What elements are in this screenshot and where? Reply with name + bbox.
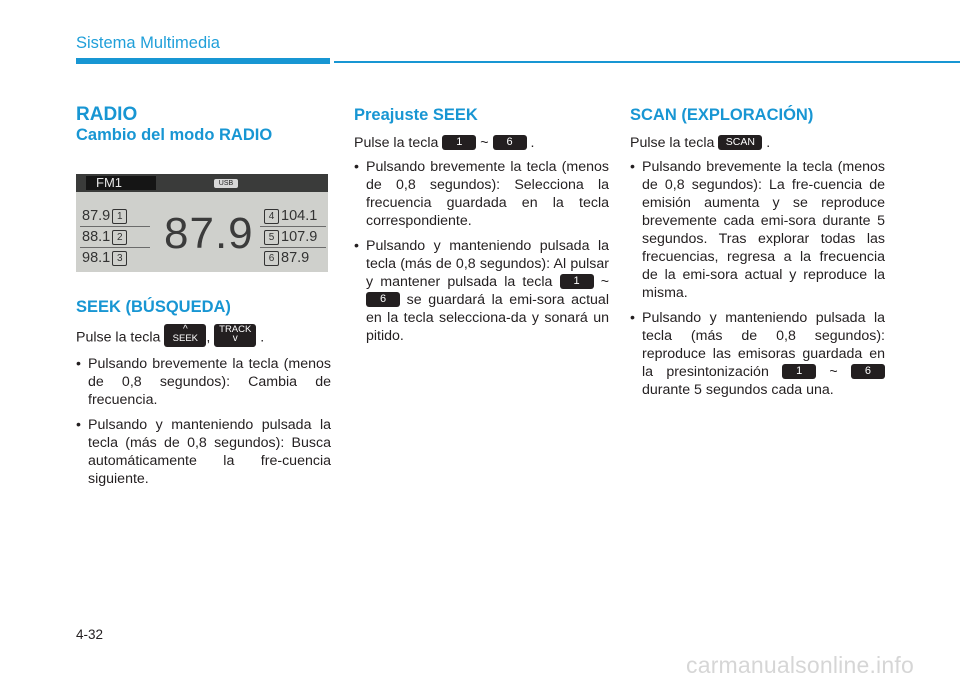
preset-intro: Pulse la tecla 1 ~ 6 . xyxy=(354,135,535,151)
preset-key-6: 6 xyxy=(851,364,885,379)
scan-heading: SCAN (EXPLORACIÓN) xyxy=(630,106,814,124)
preset-key-1: 1 xyxy=(560,274,594,289)
preset-right-4: 4 104.1 xyxy=(262,208,317,224)
list-item: • Pulsando y manteniendo pulsada la tecla (más de 0,8 segundos): Busca automáticamente la fre-cuencia siguiente. xyxy=(76,416,331,488)
scan-bullets xyxy=(630,158,885,399)
header-rule-thin xyxy=(334,61,960,63)
column-preset-seek xyxy=(354,100,609,352)
preset-left-2: 88.1 2 xyxy=(82,229,129,245)
preset-left-3: 98.1 3 xyxy=(82,250,129,266)
seek-key: ^ SEEK xyxy=(164,324,206,347)
band-label: FM1 xyxy=(86,176,156,190)
preset-key-1: 1 xyxy=(782,364,816,379)
page-number: 4-32 xyxy=(76,627,104,642)
header-rule-thick xyxy=(76,58,330,64)
preset-key-6: 6 xyxy=(366,292,400,307)
preset-key-6: 6 xyxy=(493,135,527,150)
radio-mode-subheading: Cambio del modo RADIO xyxy=(76,126,273,144)
radio-display-image xyxy=(76,174,328,272)
list-item: • Pulsando y manteniendo pulsada la tecla (más de 0,8 segundos): Al pulsar y mantener pulsada la tecla 1 ~ 6 se guardará la emi-sora actual en la tecla selecciona-da y sonará un pitido. xyxy=(354,237,609,345)
list-item: • Pulsando brevemente la tecla (menos de 0,8 segundos): Cambia de frecuencia. xyxy=(76,355,331,409)
list-item: • Pulsando y manteniendo pulsada la tecla (más de 0,8 segundos): reproduce las emisoras guardada en la presintonización 1 ~ 6 durante 5 segundos cada una. xyxy=(630,309,885,399)
seek-intro: Pulse la tecla ^ SEEK , TRACK v . xyxy=(76,324,265,346)
watermark: carmanualsonline.info xyxy=(686,652,914,678)
list-item: • Pulsando brevemente la tecla (menos de 0,8 segundos): La fre-cuencia de emisión aumenta y se reproduce brevemente cada emi-sora durante 5 segundos. Tras explorar todas las frecuencias, regresa a la frecuencia de la emi-sora actual y reproduce la misma. xyxy=(630,158,885,302)
seek-heading: SEEK (BÚSQUEDA) xyxy=(76,298,231,316)
main-frequency: 87.9 xyxy=(164,209,254,258)
usb-badge: USB xyxy=(214,179,238,188)
preset-bullets xyxy=(354,158,609,345)
preset-seek-heading: Preajuste SEEK xyxy=(354,106,478,124)
column-scan xyxy=(630,100,885,406)
column-radio xyxy=(76,100,331,495)
list-item: • Pulsando brevemente la tecla (menos de 0,8 segundos): Selecciona la frecuencia guardada en la tecla correspondiente. xyxy=(354,158,609,230)
scan-key: SCAN xyxy=(718,135,762,150)
scan-intro: Pulse la tecla SCAN . xyxy=(630,135,771,151)
seek-bullets xyxy=(76,355,331,488)
preset-right-6: 6 87.9 xyxy=(262,250,309,266)
track-key: TRACK v xyxy=(214,324,256,347)
preset-left-1: 87.9 1 xyxy=(82,208,129,224)
preset-right-5: 5 107.9 xyxy=(262,229,317,245)
section-title: Sistema Multimedia xyxy=(76,34,220,52)
preset-key-1: 1 xyxy=(442,135,476,150)
radio-heading: RADIO xyxy=(76,104,138,125)
